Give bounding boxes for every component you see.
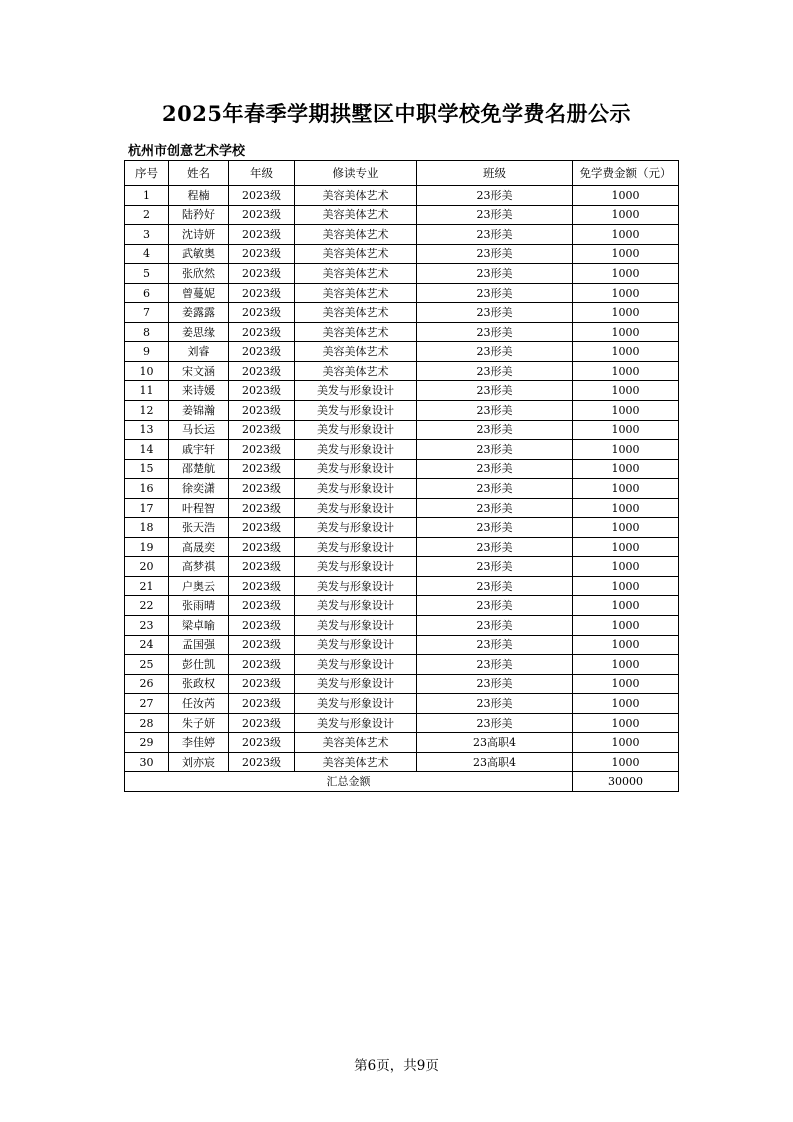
cell-index: 4: [125, 244, 169, 264]
table-row: [125, 303, 679, 323]
cell-name: 姜思缘: [169, 322, 229, 342]
cell-grade: 2023级: [229, 752, 295, 772]
cell-class: 23形美: [417, 401, 573, 421]
cell-grade: 2023级: [229, 498, 295, 518]
cell-name: 梁卓喻: [169, 616, 229, 636]
table-row: [125, 264, 679, 284]
cell-index: 16: [125, 479, 169, 499]
cell-class: 23形美: [417, 537, 573, 557]
table-row: [125, 674, 679, 694]
cell-index: 12: [125, 401, 169, 421]
cell-index: 15: [125, 459, 169, 479]
cell-class: 23形美: [417, 205, 573, 225]
cell-name: 叶程智: [169, 498, 229, 518]
cell-class: 23形美: [417, 342, 573, 362]
cell-grade: 2023级: [229, 420, 295, 440]
cell-major: 美发与形象设计: [295, 576, 417, 596]
cell-name: 刘亦宸: [169, 752, 229, 772]
cell-amount: 1000: [573, 361, 679, 381]
cell-class: 23形美: [417, 283, 573, 303]
cell-amount: 1000: [573, 596, 679, 616]
cell-major: 美发与形象设计: [295, 381, 417, 401]
cell-grade: 2023级: [229, 596, 295, 616]
cell-index: 29: [125, 733, 169, 753]
cell-amount: 1000: [573, 752, 679, 772]
cell-amount: 1000: [573, 635, 679, 655]
cell-amount: 1000: [573, 655, 679, 675]
table-row: [125, 752, 679, 772]
cell-major: 美容美体艺术: [295, 342, 417, 362]
school-name: 杭州市创意艺术学校: [128, 144, 246, 159]
cell-amount: 1000: [573, 440, 679, 460]
cell-class: 23形美: [417, 655, 573, 675]
cell-class: 23形美: [417, 186, 573, 206]
table-row: [125, 186, 679, 206]
cell-index: 18: [125, 518, 169, 538]
table-row: [125, 322, 679, 342]
cell-grade: 2023级: [229, 537, 295, 557]
cell-name: 邵楚航: [169, 459, 229, 479]
cell-class: 23形美: [417, 479, 573, 499]
cell-major: 美发与形象设计: [295, 674, 417, 694]
cell-grade: 2023级: [229, 303, 295, 323]
table-row: [125, 596, 679, 616]
cell-grade: 2023级: [229, 694, 295, 714]
table-row: [125, 655, 679, 675]
cell-grade: 2023级: [229, 518, 295, 538]
cell-amount: 1000: [573, 303, 679, 323]
cell-amount: 1000: [573, 342, 679, 362]
cell-major: 美容美体艺术: [295, 361, 417, 381]
cell-index: 2: [125, 205, 169, 225]
cell-class: 23形美: [417, 596, 573, 616]
cell-index: 13: [125, 420, 169, 440]
cell-amount: 1000: [573, 537, 679, 557]
table-row: [125, 479, 679, 499]
cell-index: 9: [125, 342, 169, 362]
cell-amount: 1000: [573, 322, 679, 342]
cell-amount: 1000: [573, 518, 679, 538]
cell-major: 美发与形象设计: [295, 596, 417, 616]
cell-grade: 2023级: [229, 674, 295, 694]
cell-name: 沈诗妍: [169, 225, 229, 245]
cell-amount: 1000: [573, 713, 679, 733]
cell-major: 美发与形象设计: [295, 694, 417, 714]
cell-amount: 1000: [573, 498, 679, 518]
table-row: [125, 713, 679, 733]
cell-name: 宋文涵: [169, 361, 229, 381]
cell-index: 8: [125, 322, 169, 342]
cell-grade: 2023级: [229, 401, 295, 421]
cell-name: 姜锦瀚: [169, 401, 229, 421]
cell-index: 20: [125, 557, 169, 577]
cell-grade: 2023级: [229, 283, 295, 303]
cell-major: 美发与形象设计: [295, 440, 417, 460]
cell-major: 美容美体艺术: [295, 322, 417, 342]
cell-major: 美容美体艺术: [295, 225, 417, 245]
header-class: 班级: [417, 161, 573, 186]
cell-grade: 2023级: [229, 361, 295, 381]
cell-amount: 1000: [573, 616, 679, 636]
table-row: [125, 401, 679, 421]
cell-grade: 2023级: [229, 576, 295, 596]
cell-major: 美容美体艺术: [295, 244, 417, 264]
cell-index: 27: [125, 694, 169, 714]
header-major: 修读专业: [295, 161, 417, 186]
cell-class: 23形美: [417, 361, 573, 381]
cell-index: 7: [125, 303, 169, 323]
table-row: [125, 244, 679, 264]
table-row: [125, 576, 679, 596]
table-row: [125, 518, 679, 538]
table-row: [125, 381, 679, 401]
cell-amount: 1000: [573, 557, 679, 577]
cell-name: 马长运: [169, 420, 229, 440]
cell-amount: 1000: [573, 459, 679, 479]
table-row: [125, 342, 679, 362]
cell-index: 14: [125, 440, 169, 460]
cell-name: 陆矜好: [169, 205, 229, 225]
cell-amount: 1000: [573, 576, 679, 596]
table-row: [125, 283, 679, 303]
cell-class: 23形美: [417, 303, 573, 323]
cell-name: 张政权: [169, 674, 229, 694]
cell-major: 美发与形象设计: [295, 401, 417, 421]
cell-class: 23形美: [417, 576, 573, 596]
cell-major: 美容美体艺术: [295, 752, 417, 772]
table-row: [125, 205, 679, 225]
cell-amount: 1000: [573, 381, 679, 401]
cell-grade: 2023级: [229, 459, 295, 479]
cell-name: 姜露露: [169, 303, 229, 323]
cell-name: 户奥云: [169, 576, 229, 596]
cell-class: 23高职4: [417, 752, 573, 772]
cell-name: 任汝芮: [169, 694, 229, 714]
cell-amount: 1000: [573, 244, 679, 264]
cell-index: 24: [125, 635, 169, 655]
cell-grade: 2023级: [229, 733, 295, 753]
cell-major: 美发与形象设计: [295, 713, 417, 733]
table-row: [125, 440, 679, 460]
cell-amount: 1000: [573, 479, 679, 499]
cell-major: 美发与形象设计: [295, 518, 417, 538]
cell-grade: 2023级: [229, 244, 295, 264]
cell-name: 徐奕潇: [169, 479, 229, 499]
header-amount: 免学费金额（元）: [573, 161, 679, 186]
cell-name: 李佳婷: [169, 733, 229, 753]
cell-index: 6: [125, 283, 169, 303]
cell-index: 10: [125, 361, 169, 381]
table-row: [125, 694, 679, 714]
cell-index: 26: [125, 674, 169, 694]
cell-grade: 2023级: [229, 616, 295, 636]
total-value: 30000: [573, 772, 679, 792]
cell-name: 朱子妍: [169, 713, 229, 733]
cell-index: 3: [125, 225, 169, 245]
cell-major: 美发与形象设计: [295, 655, 417, 675]
cell-grade: 2023级: [229, 557, 295, 577]
table-row: [125, 733, 679, 753]
cell-major: 美容美体艺术: [295, 733, 417, 753]
cell-name: 来诗媛: [169, 381, 229, 401]
cell-major: 美发与形象设计: [295, 498, 417, 518]
cell-grade: 2023级: [229, 440, 295, 460]
cell-grade: 2023级: [229, 205, 295, 225]
cell-grade: 2023级: [229, 342, 295, 362]
cell-class: 23形美: [417, 518, 573, 538]
cell-index: 19: [125, 537, 169, 557]
table-row: [125, 361, 679, 381]
table-row: [125, 498, 679, 518]
cell-index: 28: [125, 713, 169, 733]
cell-grade: 2023级: [229, 655, 295, 675]
cell-index: 21: [125, 576, 169, 596]
page-title: 2025年春季学期拱墅区中职学校免学费名册公示: [162, 101, 631, 126]
cell-major: 美发与形象设计: [295, 557, 417, 577]
cell-name: 戚宇轩: [169, 440, 229, 460]
cell-class: 23形美: [417, 498, 573, 518]
cell-amount: 1000: [573, 264, 679, 284]
cell-grade: 2023级: [229, 381, 295, 401]
cell-amount: 1000: [573, 420, 679, 440]
total-label: 汇总金额: [125, 772, 573, 792]
cell-index: 22: [125, 596, 169, 616]
cell-amount: 1000: [573, 283, 679, 303]
cell-class: 23形美: [417, 694, 573, 714]
cell-major: 美发与形象设计: [295, 479, 417, 499]
cell-class: 23高职4: [417, 733, 573, 753]
cell-grade: 2023级: [229, 713, 295, 733]
table-header-row: [125, 161, 679, 186]
cell-name: 孟国强: [169, 635, 229, 655]
cell-index: 17: [125, 498, 169, 518]
cell-class: 23形美: [417, 459, 573, 479]
cell-class: 23形美: [417, 674, 573, 694]
cell-name: 彭仕凯: [169, 655, 229, 675]
total-row: [125, 772, 679, 792]
cell-class: 23形美: [417, 225, 573, 245]
cell-index: 25: [125, 655, 169, 675]
table-row: [125, 459, 679, 479]
cell-amount: 1000: [573, 694, 679, 714]
cell-class: 23形美: [417, 381, 573, 401]
cell-major: 美容美体艺术: [295, 283, 417, 303]
cell-major: 美发与形象设计: [295, 459, 417, 479]
cell-index: 30: [125, 752, 169, 772]
table-row: [125, 420, 679, 440]
cell-grade: 2023级: [229, 186, 295, 206]
cell-name: 张欣然: [169, 264, 229, 284]
header-index: 序号: [125, 161, 169, 186]
cell-major: 美容美体艺术: [295, 264, 417, 284]
table-row: [125, 635, 679, 655]
header-grade: 年级: [229, 161, 295, 186]
page-footer: 第6页，共9页: [354, 1058, 439, 1074]
cell-name: 张雨晴: [169, 596, 229, 616]
cell-class: 23形美: [417, 635, 573, 655]
cell-grade: 2023级: [229, 264, 295, 284]
cell-index: 23: [125, 616, 169, 636]
cell-name: 刘睿: [169, 342, 229, 362]
cell-name: 张天浩: [169, 518, 229, 538]
cell-class: 23形美: [417, 244, 573, 264]
cell-class: 23形美: [417, 322, 573, 342]
cell-class: 23形美: [417, 264, 573, 284]
roster-table: [124, 160, 679, 792]
cell-major: 美容美体艺术: [295, 205, 417, 225]
cell-grade: 2023级: [229, 322, 295, 342]
cell-grade: 2023级: [229, 225, 295, 245]
cell-major: 美发与形象设计: [295, 616, 417, 636]
cell-major: 美发与形象设计: [295, 537, 417, 557]
cell-amount: 1000: [573, 186, 679, 206]
cell-grade: 2023级: [229, 635, 295, 655]
table-row: [125, 616, 679, 636]
cell-amount: 1000: [573, 401, 679, 421]
cell-class: 23形美: [417, 713, 573, 733]
cell-amount: 1000: [573, 225, 679, 245]
cell-grade: 2023级: [229, 479, 295, 499]
cell-index: 11: [125, 381, 169, 401]
cell-amount: 1000: [573, 674, 679, 694]
cell-name: 曾蔓妮: [169, 283, 229, 303]
cell-index: 5: [125, 264, 169, 284]
cell-class: 23形美: [417, 557, 573, 577]
roster-body: [125, 186, 679, 772]
cell-index: 1: [125, 186, 169, 206]
cell-major: 美发与形象设计: [295, 420, 417, 440]
table-row: [125, 537, 679, 557]
cell-name: 程楠: [169, 186, 229, 206]
cell-major: 美发与形象设计: [295, 635, 417, 655]
cell-name: 高晟奕: [169, 537, 229, 557]
cell-major: 美容美体艺术: [295, 303, 417, 323]
cell-name: 高梦祺: [169, 557, 229, 577]
cell-major: 美容美体艺术: [295, 186, 417, 206]
table-row: [125, 225, 679, 245]
header-name: 姓名: [169, 161, 229, 186]
cell-class: 23形美: [417, 616, 573, 636]
table-row: [125, 557, 679, 577]
cell-name: 武敏奥: [169, 244, 229, 264]
cell-class: 23形美: [417, 420, 573, 440]
cell-class: 23形美: [417, 440, 573, 460]
cell-amount: 1000: [573, 205, 679, 225]
cell-amount: 1000: [573, 733, 679, 753]
